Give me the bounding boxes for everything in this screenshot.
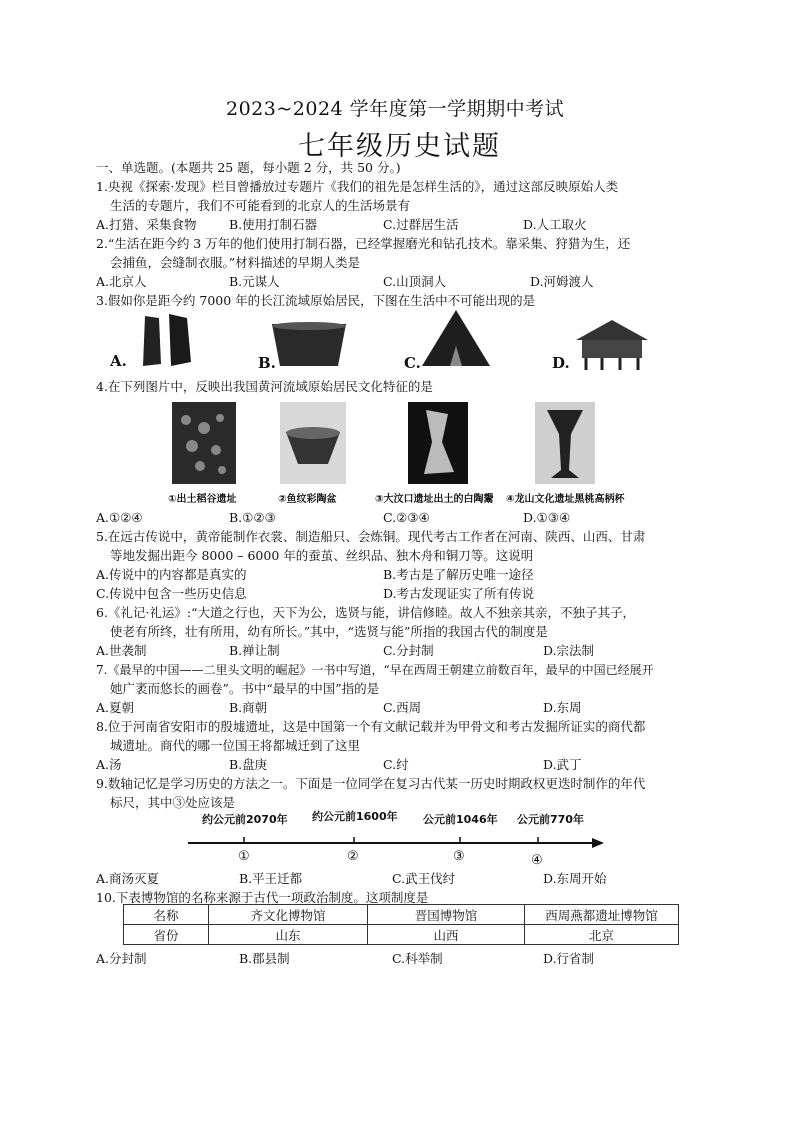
q2-option-a: A.北京人: [96, 274, 147, 289]
q10-stem: 10.下表博物馆的名称来源于古代一项政治制度。这项制度是: [96, 890, 429, 905]
q3-image-b-pottery: [270, 320, 348, 370]
q8-stem-1: 8.位于河南省安阳市的殷墟遗址，这是中国第一个有文献记载并为甲骨文和考古发掘所证实的商代都: [96, 719, 646, 734]
q2-stem-2: 会捕鱼，会缝制衣服。”材料描述的早期人类是: [110, 255, 361, 270]
timeline-marker-1: ①: [238, 849, 250, 864]
table-row: [124, 925, 679, 945]
timeline-label-2: 约公元前1600年: [312, 810, 398, 823]
q7-option-c: C.西周: [383, 700, 422, 715]
timeline-marker-3: ③: [453, 849, 465, 864]
q4-stem: 4.在下列图片中，反映出我国黄河流域原始居民文化特征的是: [96, 379, 433, 394]
q5-stem-2: 等地发掘出距今 8000 – 6000 年的蚕茧、丝织品、独木舟和铜刀等。这说明: [110, 548, 534, 563]
q7-option-d: D.东周: [543, 700, 582, 715]
q7-option-a: A.夏朝: [96, 700, 135, 715]
q5-option-a: A.传说中的内容都是真实的: [96, 567, 247, 582]
q6-stem-2: 使老有所终，壮有所用，幼有所长。”其中，“选贤与能”所指的我国古代的制度是: [110, 624, 548, 639]
q9-option-b: B.平王迁都: [239, 871, 303, 886]
q10-option-b: B.郡县制: [239, 951, 290, 966]
q5-option-d: D.考古发现证实了所有传说: [383, 586, 535, 601]
section-heading: 一、单选题。(本题共 25 题，每小题 2 分，共 50 分。): [96, 160, 401, 175]
q4-caption-3: ③大汶口遗址出土的白陶鬶: [375, 494, 494, 505]
timeline-marker-4: ④: [531, 853, 543, 868]
q1-option-a: A.打猎、采集食物: [96, 217, 197, 232]
q6-stem-1: 6.《礼记·礼运》:“大道之行也，天下为公，选贤与能，讲信修睦。故人不独亲其亲，不独子其子，: [96, 605, 636, 620]
table-cell: 北京: [525, 925, 679, 945]
q2-option-b: B.元谋人: [229, 274, 280, 289]
q4-caption-2: ②鱼纹彩陶盆: [278, 494, 337, 505]
q8-option-a: A.汤: [96, 757, 122, 772]
q9-option-d: D.东周开始: [543, 871, 607, 886]
q6-option-b: B.禅让制: [229, 643, 280, 658]
q3-image-c-hut: [420, 308, 492, 372]
q1-stem-1: 1.央视《探索·发现》栏目曾播放过专题片《我们的祖先是怎样生活的》，通过这部反映原始人类: [96, 179, 619, 194]
q10-option-c: C.科举制: [392, 951, 443, 966]
q1-option-c: C.过群居生活: [383, 217, 459, 232]
q7-stem-2: 她广袤而悠长的画卷”。书中“最早的中国”指的是: [110, 681, 380, 696]
q4-option-b: B.①②③: [229, 510, 276, 525]
q2-option-c: C.山顶洞人: [383, 274, 447, 289]
paper-title: 七年级历史试题: [298, 131, 501, 162]
q9-stem-1: 9.数轴记忆是学习历史的方法之一。下面是一位同学在复习古代某一历史时期政权更迭时制作的年代: [96, 776, 646, 791]
table-cell: 名称: [124, 905, 209, 925]
q4-option-a: A.①②④: [96, 510, 143, 525]
q3-image-a-stone-tools: [135, 312, 195, 370]
q6-option-d: D.宗法制: [543, 643, 595, 658]
q5-option-c: C.传说中包含一些历史信息: [96, 586, 247, 601]
q4-caption-1: ①出土稻谷遗址: [168, 494, 237, 505]
table-cell: 省份: [124, 925, 209, 945]
q2-option-d: D.河姆渡人: [530, 274, 594, 289]
q3-option-c: C.: [404, 354, 421, 372]
q6-option-c: C.分封制: [383, 643, 434, 658]
q7-stem-1: 7.《最早的中国——二里头文明的崛起》一书中写道，“早在西周王朝建立前数百年，最早的中国已经展开: [96, 663, 654, 677]
table-cell: 晋国博物馆: [368, 905, 525, 925]
q7-option-b: B.商朝: [229, 700, 268, 715]
q1-option-b: B.使用打制石器: [229, 217, 318, 232]
timeline-marker-2: ②: [347, 849, 359, 864]
timeline-label-1: 约公元前2070年: [202, 813, 288, 826]
timeline-label-3: 公元前1046年: [423, 813, 498, 826]
q3-option-b: B.: [258, 354, 276, 372]
q9-option-a: A.商汤灭夏: [96, 871, 160, 886]
table-cell: 齐文化博物馆: [209, 905, 368, 925]
table-cell: 山东: [209, 925, 368, 945]
q1-stem-2: 生活的专题片，我们不可能看到的北京人的生活场景有: [110, 198, 411, 213]
q3-stem: 3.假如你是距今约 7000 年的长江流域原始居民，下图在生活中不可能出现的是: [96, 293, 536, 308]
q4-image-3-white-pottery-gui: [408, 402, 468, 484]
table-cell: 山西: [368, 925, 525, 945]
q4-caption-4: ④龙山文化遗址黑桃高柄杯: [506, 494, 625, 505]
q8-stem-2: 城遗址。商代的哪一位国王将都城迁到了这里: [110, 738, 361, 753]
museum-table: [123, 904, 679, 945]
q10-option-d: D.行省制: [543, 951, 595, 966]
timeline-label-4: 公元前770年: [517, 813, 584, 826]
table-cell: 西周燕都遗址博物馆: [525, 905, 679, 925]
q4-image-4-black-cup: [535, 402, 595, 484]
q9-option-c: C.武王伐纣: [392, 871, 456, 886]
q5-stem-1: 5.在远古传说中，黄帝能制作衣裳、制造船只、会炼铜。现代考古工作者在河南、陕西、山西、甘肃: [96, 529, 646, 544]
q1-option-d: D.人工取火: [523, 217, 587, 232]
q9-timeline-axis: [186, 836, 606, 850]
q2-stem-1: 2.“生活在距今约 3 万年的他们使用打制石器，已经掌握磨光和钻孔技术。靠采集、狩猎为生，还: [96, 236, 631, 251]
q3-option-a: A.: [110, 352, 127, 370]
exam-title: 2023~2024 学年度第一学期期中考试: [226, 98, 565, 120]
q9-stem-2: 标尺，其中③处应该是: [110, 795, 236, 810]
q3-image-d-stilt-house: [572, 316, 650, 372]
q10-option-a: A.分封制: [96, 951, 147, 966]
q8-option-c: C.纣: [383, 757, 409, 772]
q8-option-b: B.盘庚: [229, 757, 268, 772]
q4-option-d: D.①③④: [523, 510, 571, 525]
q8-option-d: D.武丁: [543, 757, 582, 772]
table-row: [124, 905, 679, 925]
q5-option-b: B.考古是了解历史唯一途径: [383, 567, 534, 582]
q3-option-d: D.: [552, 354, 570, 372]
q4-option-c: C.②③④: [383, 510, 430, 525]
q4-image-2-fish-basin: [280, 402, 346, 484]
q6-option-a: A.世袭制: [96, 643, 147, 658]
q4-image-1-rice-grains: [172, 402, 236, 484]
